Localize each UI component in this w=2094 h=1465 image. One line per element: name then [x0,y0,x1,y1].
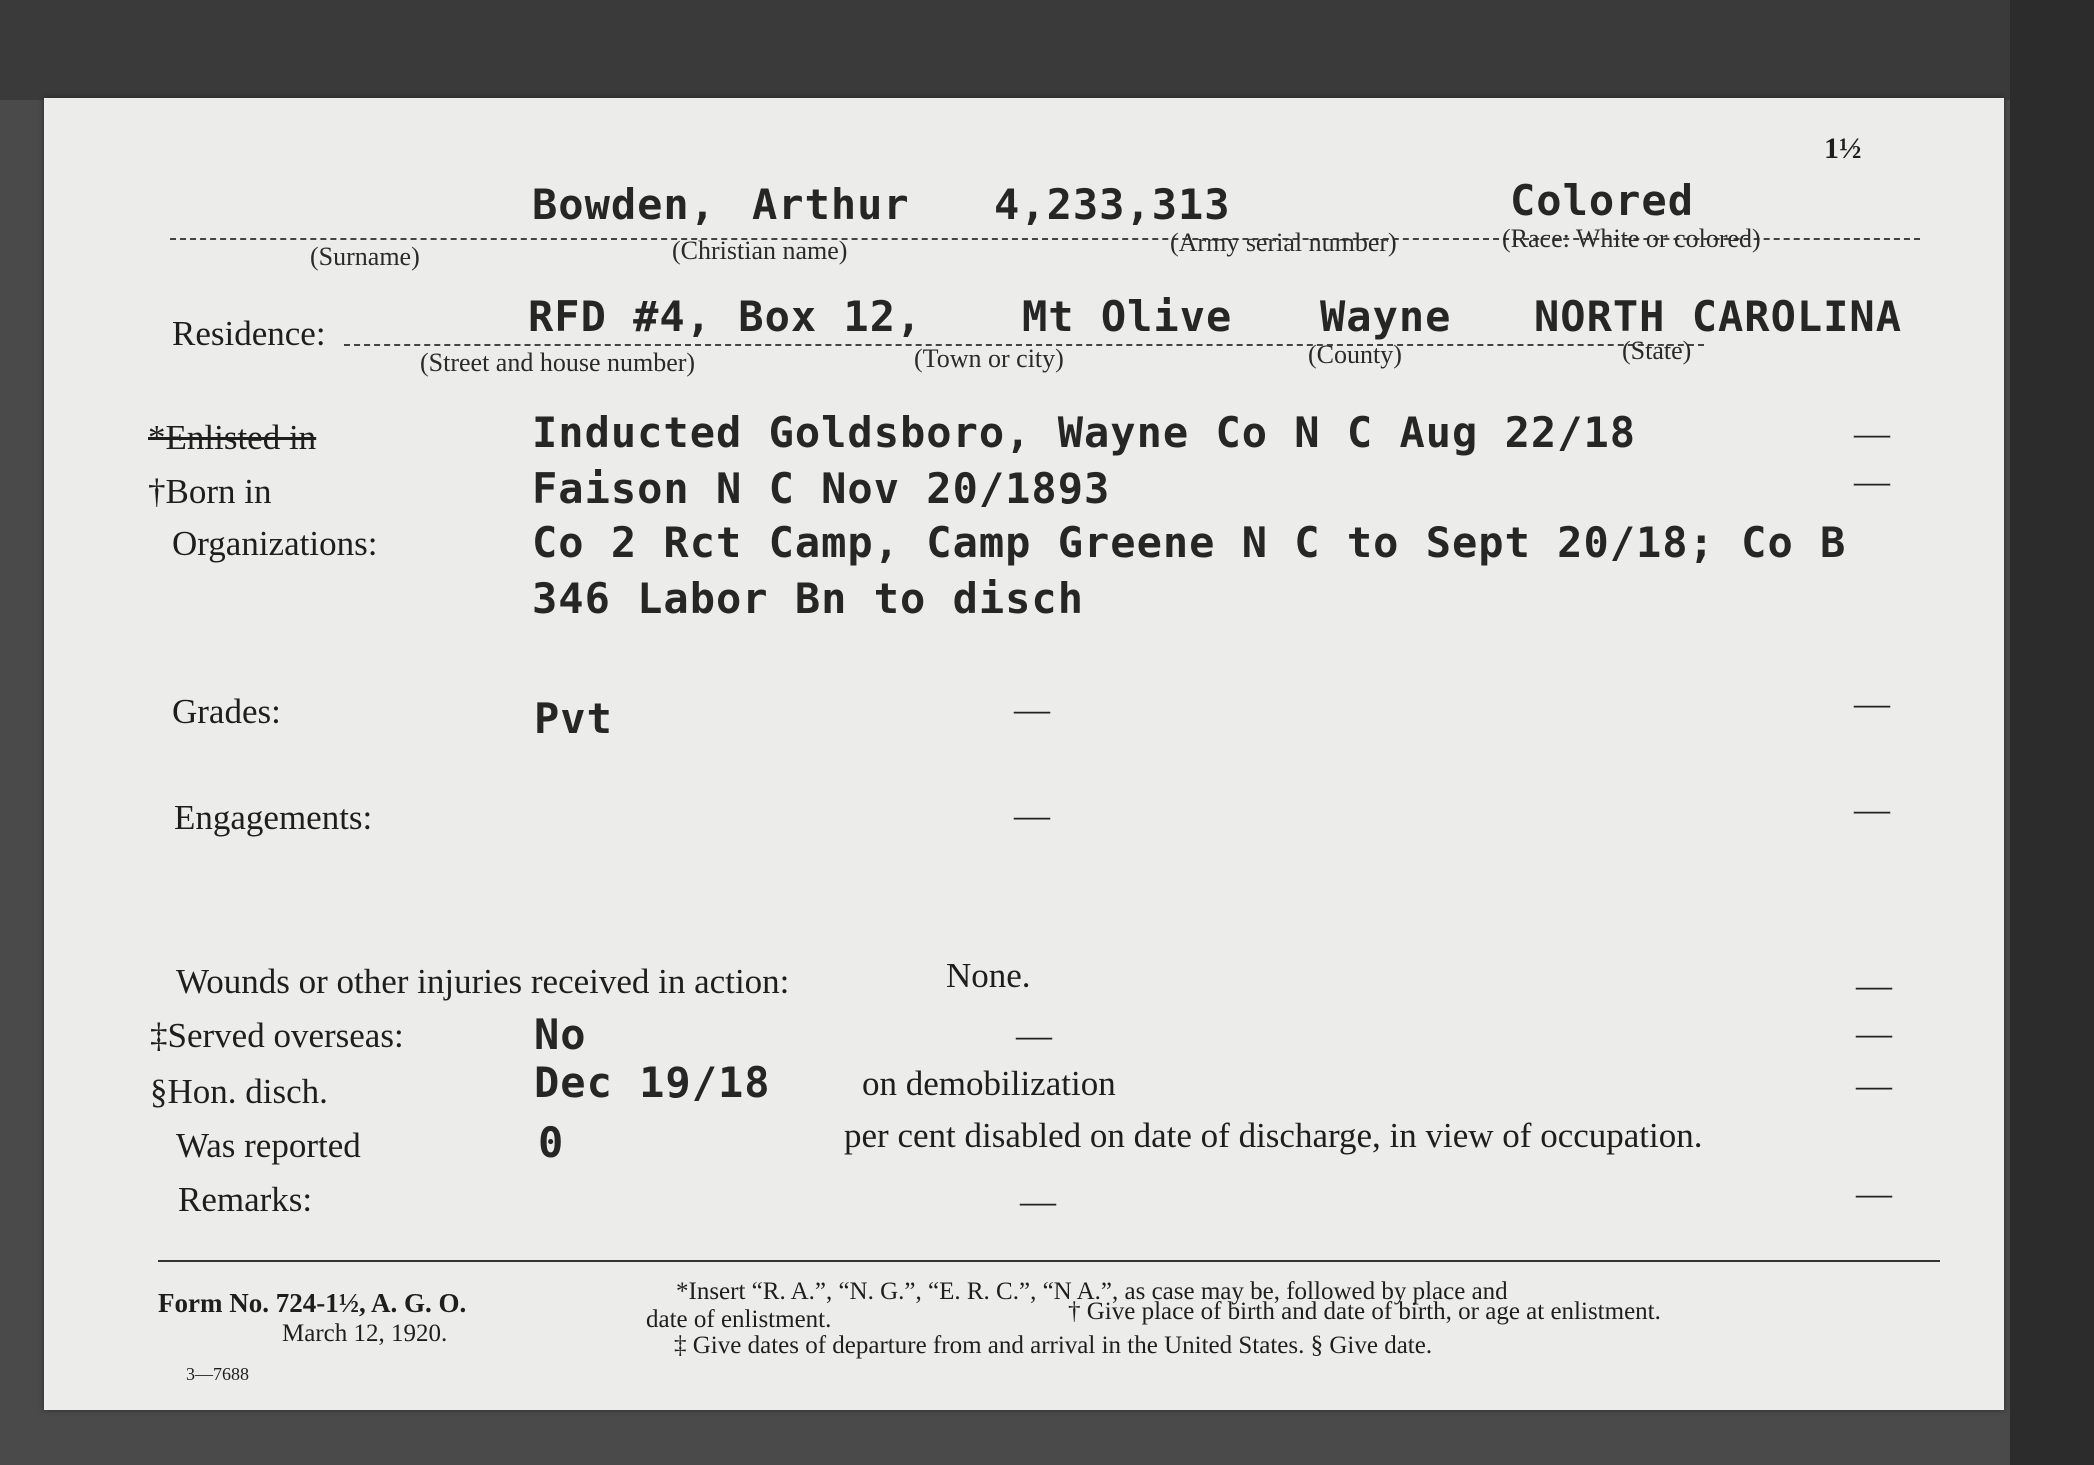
wounds-label: Wounds or other injuries received in action: [176,962,790,1001]
caption-surname: (Surname) [310,242,420,271]
overseas-label: ‡Served overseas: [150,1016,404,1055]
service-record-card [44,98,2004,1410]
footnote-line2b: † Give place of birth and date of birth, or age at enlistment. [1068,1298,1661,1325]
footnote-line3: ‡ Give dates of departure from and arrival in the United States. § Give date. [674,1332,1433,1359]
wounds-dash: — [1856,965,1892,1005]
scan-background-right [2010,0,2094,1465]
page-marker: 1½ [1824,132,1862,165]
scan-background-top [0,0,2094,100]
overseas-dash-mid: — [1016,1015,1052,1055]
reported-suffix: per cent disabled on date of discharge, in view of occupation. [844,1116,1703,1155]
residence-label: Residence: [172,314,326,353]
grades-dash-mid: — [1014,689,1050,729]
caption-county: (County) [1308,340,1402,369]
born-value: Faison N C Nov 20/1893 [532,464,1111,513]
caption-street: (Street and house number) [420,348,696,377]
born-dash: — [1854,461,1890,501]
grades-value: Pvt [534,694,613,743]
grades-label: Grades: [172,692,281,731]
serial-number-value: 4,233,313 [994,180,1231,229]
remarks-dash-mid: — [1020,1181,1056,1221]
hon-disch-dash: — [1856,1065,1892,1105]
county-value: Wayne [1320,292,1452,341]
wounds-value: None. [946,956,1031,995]
reported-label: Was reported [176,1126,361,1165]
footer-rule [158,1260,1940,1262]
hon-disch-label: §Hon. disch. [150,1072,328,1111]
organizations-line2: 346 Labor Bn to disch [532,574,1085,623]
remarks-label: Remarks: [178,1180,313,1219]
organizations-label: Organizations: [172,524,378,563]
state-value: NORTH CAROLINA [1534,292,1903,341]
footnote-line2a: date of enlistment. [646,1306,832,1333]
grades-dash-right: — [1854,683,1890,723]
engagements-dash-mid: — [1014,795,1050,835]
organizations-line1: Co 2 Rct Camp, Camp Greene N C to Sept 20/18; Co B [532,518,1847,567]
caption-state: (State) [1622,336,1692,365]
caption-serial-number: (Army serial number) [1170,228,1397,257]
engagements-dash-right: — [1854,789,1890,829]
engagements-label: Engagements: [174,798,373,837]
overseas-value: No [534,1010,587,1059]
street-value: RFD #4, Box 12, [528,292,923,341]
hon-disch-value: Dec 19/18 [534,1058,771,1107]
reported-value: 0 [538,1118,565,1167]
enlisted-label: *Enlisted in [148,418,317,457]
race-value: Colored [1510,176,1695,225]
overseas-dash-right: — [1856,1013,1892,1053]
town-value: Mt Olive [1022,292,1233,341]
footnote-line1: *Insert “R. A.”, “N. G.”, “E. R. C.”, “N A.”, as case may be, followed by place and [676,1278,1508,1305]
surname-value: Bowden, [532,180,717,229]
enlisted-value: Inducted Goldsboro, Wayne Co N C Aug 22/18 [532,408,1637,457]
christian-name-value: Arthur [752,180,910,229]
form-date: March 12, 1920. [282,1320,448,1347]
hon-disch-suffix: on demobilization [862,1064,1116,1103]
born-label: †Born in [148,472,272,511]
enlisted-dash: — [1854,413,1890,453]
remarks-dash-right: — [1856,1173,1892,1213]
caption-town: (Town or city) [914,344,1064,373]
caption-christian-name: (Christian name) [672,236,848,265]
caption-race: (Race: White or colored) [1502,224,1761,253]
form-number: Form No. 724-1½, A. G. O. [158,1288,467,1318]
print-code: 3—7688 [186,1364,249,1384]
